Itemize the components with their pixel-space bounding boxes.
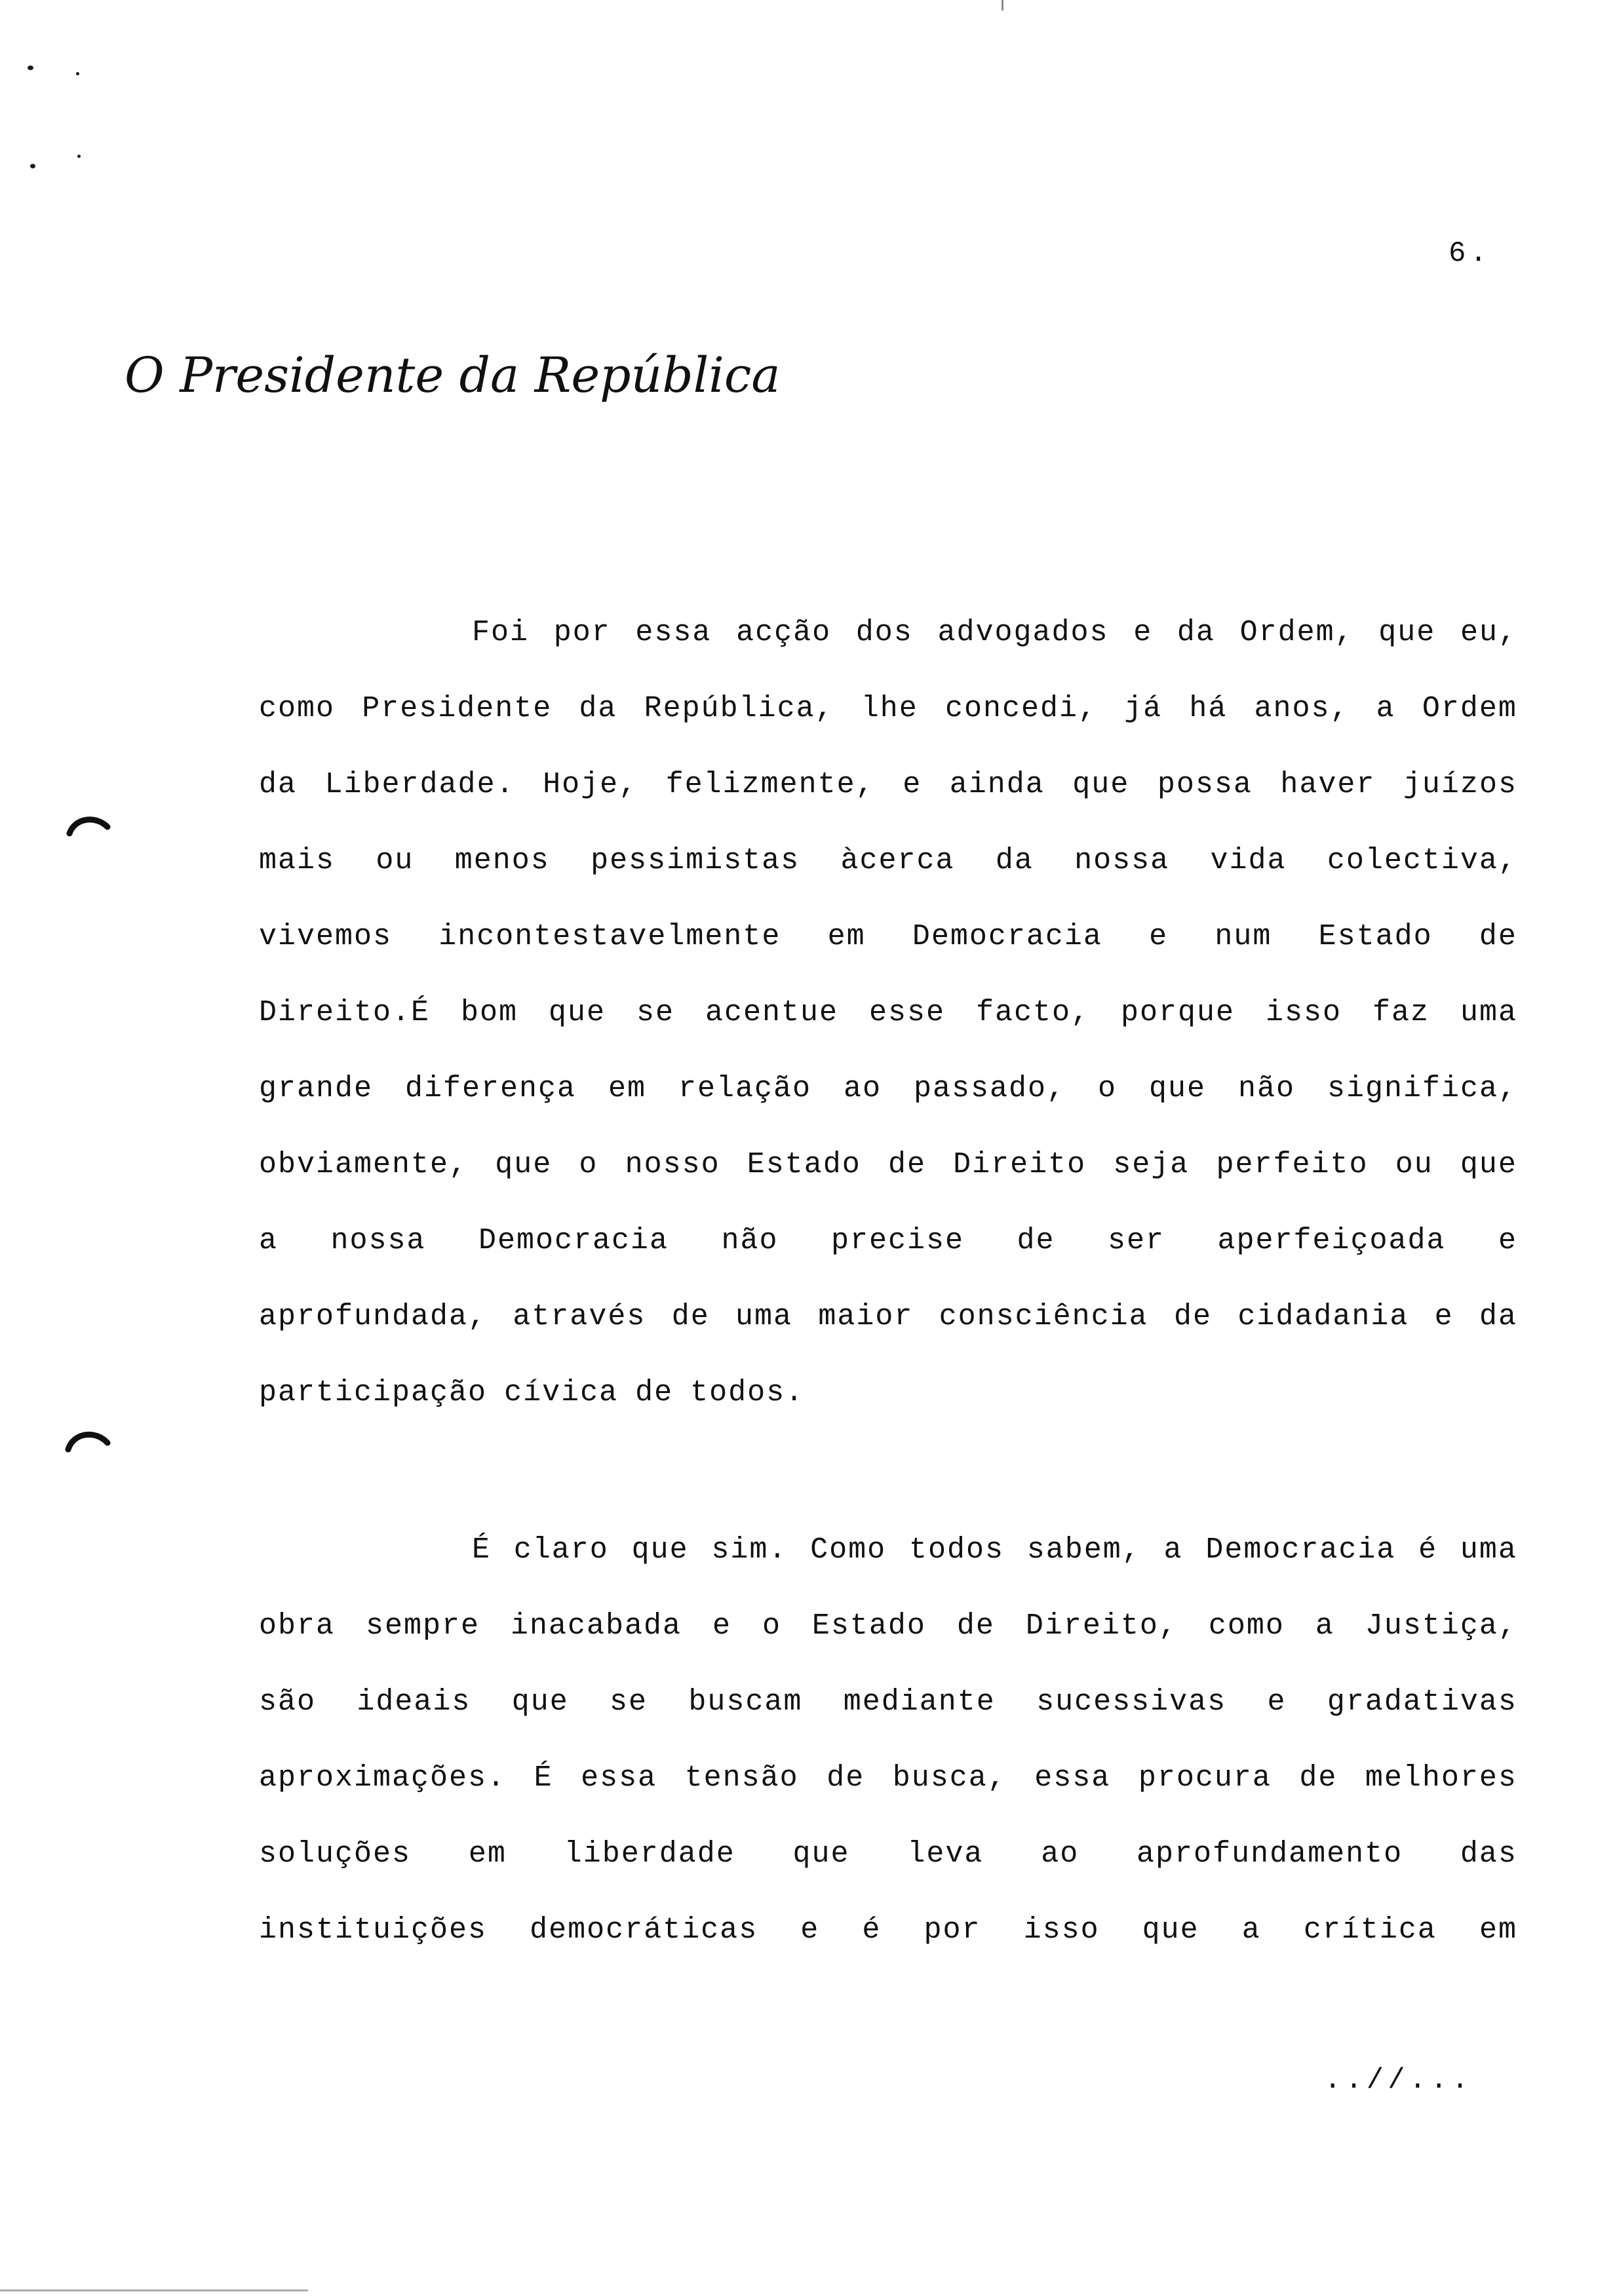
word: sim. [711,1533,788,1567]
text-line [259,1609,1517,1649]
word: obra [259,1609,336,1643]
word: ao [844,1072,882,1105]
word: da [259,768,298,801]
word: que [1148,1072,1206,1105]
text-line [259,1761,1517,1801]
word: aprofundamento [1137,1837,1403,1871]
word: como [1208,1609,1285,1643]
word: juízos [1403,768,1517,801]
word: Estado [1318,920,1433,953]
word: porque [1120,996,1235,1029]
word: advogados [937,616,1109,649]
word: das [1460,1837,1517,1871]
word: nossa [1074,844,1170,877]
word: que [792,1837,850,1871]
word: passado, [913,1072,1066,1105]
word: todos. [690,1376,805,1409]
text-line [259,1533,1517,1573]
word: acentue [705,996,838,1029]
word: de [1174,1300,1213,1333]
word: procura [1138,1761,1272,1795]
word: É [534,1761,553,1795]
word: de [887,1148,926,1181]
word: que [1460,1148,1517,1181]
word: facto, [975,996,1090,1029]
text-line [259,768,1517,807]
word: Presidente [362,692,553,725]
word: por [924,1913,981,1947]
word: aprofundada, [259,1300,488,1333]
word: melhores [1365,1761,1517,1795]
word: bom [461,996,518,1029]
word: uma [1460,996,1517,1029]
word: a [1315,1609,1334,1643]
word: sempre [365,1609,480,1643]
word: num [1215,920,1272,953]
word: instituições [259,1913,488,1947]
word: e [800,1913,820,1947]
word: anos, [1254,692,1350,725]
word: a [1376,692,1395,725]
word: Justiça, [1365,1609,1517,1643]
word: democráticas [530,1913,758,1947]
word: ideais [357,1685,471,1719]
word: a [259,1224,279,1257]
word: crítica [1303,1913,1437,1947]
word: cidadania [1237,1300,1409,1333]
letterhead-script [125,341,781,419]
word: Liberdade. [324,768,515,801]
text-line [259,616,1517,655]
word: sabem, [1026,1533,1141,1567]
scan-speck [76,72,79,75]
continuation-mark: ..//... [1324,2064,1473,2097]
word: mais [259,844,336,877]
scan-speck [28,66,33,70]
word: dos [855,616,913,649]
word: República, [644,692,834,725]
word: a [1241,1913,1261,1947]
word: de [671,1300,710,1333]
word: é [862,1913,882,1947]
word: sucessivas [1036,1685,1227,1719]
word: significa, [1327,1072,1517,1105]
word: são [259,1685,317,1719]
word: acção [736,616,832,649]
word: mediante [843,1685,996,1719]
word: eu, [1460,616,1517,649]
word: ainda [949,768,1045,801]
word: vida [1210,844,1287,877]
word: lhe [861,692,918,725]
word: Hoje, [543,768,638,801]
word: pessimistas [591,844,800,877]
word: todos [908,1533,1004,1567]
word: leva [907,1837,984,1871]
word: aproximações. [259,1761,507,1795]
word: que [549,996,606,1029]
word: seja [1113,1148,1190,1181]
word: de [1299,1761,1338,1795]
word: há [1189,692,1228,725]
word: que [1072,768,1130,801]
word: esse [868,996,945,1029]
word: isso [1023,1913,1100,1947]
word: ou [376,844,414,877]
word: Como [810,1533,887,1567]
word: Estado [811,1609,926,1643]
word: É [472,1533,492,1567]
word: se [610,1685,648,1719]
word: aperfeiçoada [1217,1224,1446,1257]
word: que [631,1533,689,1567]
word: de [827,1761,865,1795]
word: que [1142,1913,1199,1947]
word: é [1418,1533,1438,1567]
word: àcerca [840,844,955,877]
text-line [259,1072,1517,1111]
word: que [1378,616,1436,649]
word: essa [1034,1761,1111,1795]
text-line [259,844,1517,883]
word: de [956,1609,995,1643]
word: em [827,920,866,953]
word: consciência [939,1300,1148,1333]
word: haver [1280,768,1376,801]
word: relação [678,1072,812,1105]
word: participação [259,1376,488,1409]
word: essa [581,1761,657,1795]
word: da [579,692,617,725]
scan-speck [30,164,35,168]
word: soluções [259,1837,412,1871]
word: uma [1460,1533,1517,1567]
punch-hole-mark [64,1426,111,1453]
word: e [1149,920,1169,953]
word: busca, [892,1761,1007,1795]
word: colectiva, [1327,844,1517,877]
word: e [1498,1224,1517,1257]
word: a [1163,1533,1183,1567]
word: ou [1395,1148,1433,1181]
word: concedi, [944,692,1097,725]
text-line [259,1300,1517,1339]
word: Direito.É [259,996,431,1029]
text-line [259,996,1517,1035]
word: de [1479,920,1517,953]
text-line [259,1224,1517,1263]
word: liberdade [564,1837,735,1871]
word: Democracia [1205,1533,1396,1567]
word: se [636,996,674,1029]
word: buscam [688,1685,803,1719]
word: Ordem [1422,692,1517,725]
word: essa [635,616,712,649]
word: o [579,1148,598,1181]
word: diferença [405,1072,577,1105]
word: precise [830,1224,965,1257]
word: Direito [953,1148,1087,1181]
scan-edge-mark [0,2289,308,2291]
text-line [259,1376,1517,1415]
word: felizmente, [665,768,875,801]
word: obviamente, [259,1148,469,1181]
word: em [1479,1913,1517,1947]
word: Democracia [478,1224,669,1257]
word: nossa [330,1224,426,1257]
word: através [513,1300,646,1333]
text-line [259,1685,1517,1725]
word: que [495,1148,553,1181]
word: como [259,692,336,725]
word: da [1479,1300,1517,1333]
text-line [259,1148,1517,1187]
word: Direito, [1025,1609,1178,1643]
word: inacabada [510,1609,682,1643]
word: Estado [747,1148,861,1181]
word: o [762,1609,781,1643]
word: e [1434,1300,1454,1333]
text-line [259,1837,1517,1877]
punch-hole-mark [66,811,111,837]
word: faz [1372,996,1430,1029]
word: não [721,1224,779,1257]
word: em [468,1837,507,1871]
word: vivemos [259,920,393,953]
scan-speck [77,155,81,158]
word: da [995,844,1034,877]
word: que [511,1685,569,1719]
word: ao [1041,1837,1080,1871]
word: Democracia [912,920,1102,953]
word: nosso [625,1148,720,1181]
word: e [1133,616,1153,649]
text-line [259,692,1517,731]
word: em [608,1072,647,1105]
word: e [1267,1685,1287,1719]
word: por [553,616,611,649]
word: perfeito [1216,1148,1369,1181]
word: cívica [504,1376,619,1409]
word: e [712,1609,731,1643]
word: grande [259,1072,374,1105]
text-line [259,1913,1517,1953]
word: possa [1157,768,1253,801]
word: o [1098,1072,1118,1105]
page-number: 6. [1449,237,1491,270]
word: já [1124,692,1163,725]
word: maior [818,1300,914,1333]
word: da [1177,616,1215,649]
word: Foi [472,616,530,649]
word: e [903,768,922,801]
word: claro [513,1533,609,1567]
text-line [259,920,1517,959]
word: ser [1107,1224,1165,1257]
letterhead-text: O Presidente da República [125,347,781,404]
word: Ordem, [1239,616,1354,649]
letterhead [125,341,781,419]
word: tensão [684,1761,799,1795]
word: isso [1265,996,1342,1029]
word: de [1017,1224,1055,1257]
word: não [1237,1072,1295,1105]
word: uma [735,1300,793,1333]
word: de [635,1376,674,1409]
word: incontestavelmente [438,920,781,953]
word: gradativas [1327,1685,1517,1719]
word: menos [454,844,550,877]
scan-edge-mark [1002,0,1003,10]
